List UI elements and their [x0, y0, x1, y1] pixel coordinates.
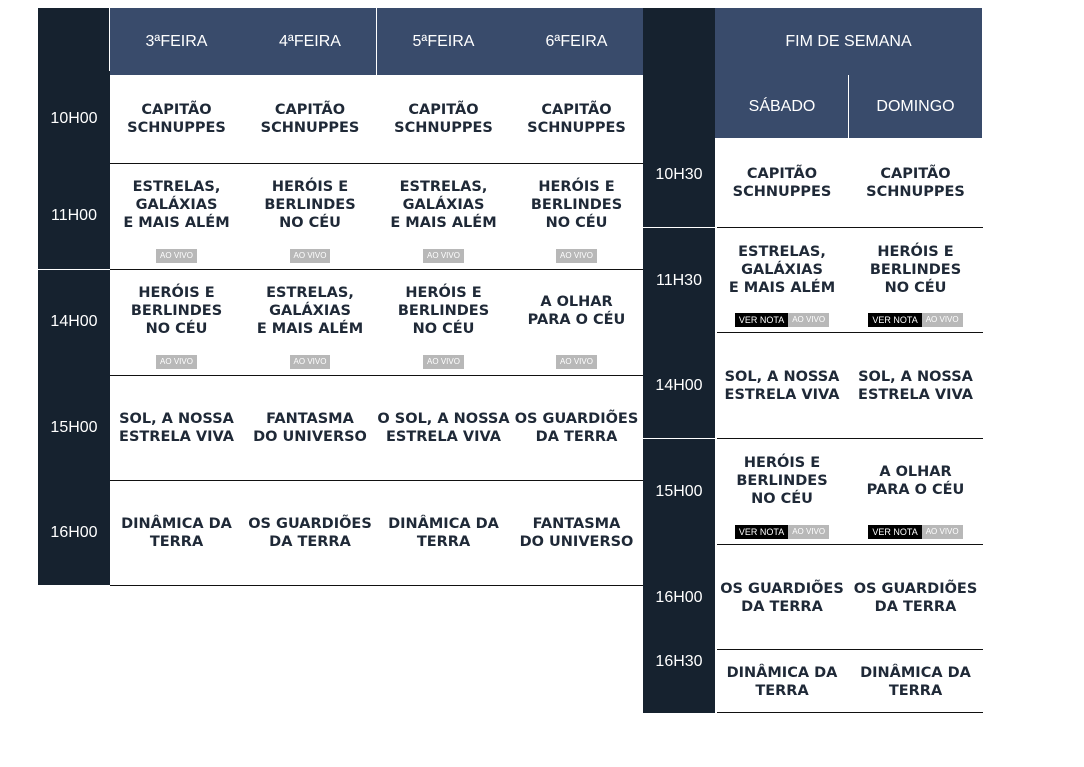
badge-group [510, 249, 643, 263]
program-title-line: BERLINDES [869, 261, 962, 278]
program-title [866, 165, 965, 201]
program-title [123, 178, 229, 232]
program-title-line: TERRA [755, 682, 809, 699]
program-title-line: PARA O CÉU [866, 482, 965, 498]
program-title [729, 243, 835, 297]
ao-vivo-badge[interactable]: AO VIVO [290, 249, 331, 263]
program-title-line: ESTRELA VIVA [724, 387, 840, 403]
program-title [398, 284, 489, 338]
program-cell[interactable] [110, 269, 243, 375]
program-title-line: SOL, A NOSSA [858, 369, 973, 385]
program-title-line: SCHNUPPES [394, 120, 493, 136]
program-title-line: OS GUARDIÕES [514, 410, 639, 427]
program-title-line: HERÓIS E [271, 179, 349, 195]
time-label: 10H00 [50, 110, 98, 127]
program-cell[interactable] [377, 75, 510, 163]
program-title-line: ESTRELA VIVA [858, 387, 973, 403]
program-title [253, 410, 367, 446]
program-cell[interactable] [510, 269, 643, 375]
program-title-line: DINÂMICA DA [860, 664, 971, 681]
time-label: 14H00 [50, 313, 98, 330]
program-title [377, 410, 509, 446]
program-title-line: HERÓIS E [743, 455, 821, 471]
program-title [131, 284, 222, 338]
program-cell[interactable] [377, 163, 510, 269]
program-title-line: DA TERRA [741, 598, 823, 615]
program-title-line: OS GUARDIÕES [248, 515, 372, 532]
program-cell[interactable] [849, 138, 982, 228]
program-title-line: HERÓIS E [877, 243, 954, 260]
badge-group [377, 249, 510, 263]
program-cell[interactable] [510, 375, 643, 480]
program-cell[interactable] [243, 269, 377, 375]
header-divider [848, 75, 849, 138]
program-cell[interactable] [715, 228, 849, 333]
program-cell[interactable] [715, 650, 849, 713]
ao-vivo-badge[interactable]: AO VIVO [290, 355, 331, 369]
program-title-line: CAPITÃO [746, 166, 818, 182]
program-title-line: BERLINDES [397, 303, 490, 319]
program-title-line: CAPITÃO [541, 102, 612, 118]
program-title-line: HERÓIS E [405, 285, 482, 301]
day-header: SÁBADO [715, 75, 849, 138]
program-title-line: BERLINDES [264, 197, 356, 213]
program-title-line: DO UNIVERSO [253, 428, 367, 445]
program-title-line: NO CÉU [412, 321, 475, 337]
program-title [261, 101, 360, 137]
ao-vivo-badge[interactable]: AO VIVO [788, 525, 829, 539]
header-divider [109, 8, 110, 71]
time-separator [38, 269, 110, 270]
badge-group [849, 313, 982, 327]
program-title [248, 515, 372, 551]
ao-vivo-badge[interactable]: AO VIVO [922, 525, 963, 539]
badge-group [715, 313, 849, 327]
program-title-line: DA TERRA [535, 428, 618, 445]
program-title [520, 515, 634, 551]
program-title-line: DA TERRA [874, 598, 957, 615]
program-title [127, 101, 226, 137]
program-title-line: GALÁXIAS [135, 197, 218, 213]
program-title-line: TERRA [149, 533, 204, 550]
badge-group [715, 525, 849, 539]
program-cell[interactable] [849, 545, 982, 650]
program-title [720, 580, 844, 616]
time-label: 16H30 [655, 652, 703, 670]
program-title-line: O SOL, A NOSSA [377, 410, 510, 427]
program-title-line: E MAIS ALÉM [390, 215, 497, 231]
program-title-line: NO CÉU [884, 279, 947, 296]
badge-group [110, 355, 243, 369]
time-label: 10H30 [655, 165, 703, 183]
program-title-line: BERLINDES [530, 197, 623, 213]
program-title [531, 178, 622, 232]
program-title [394, 101, 493, 137]
program-cell[interactable] [110, 163, 243, 269]
program-title [390, 178, 496, 232]
program-title-line: ESTRELAS, [266, 285, 354, 301]
program-title-line: DINÂMICA DA [121, 515, 232, 532]
ao-vivo-badge[interactable]: AO VIVO [922, 313, 963, 327]
time-label: 11H30 [656, 271, 702, 289]
program-title [858, 368, 973, 404]
program-title-line: FANTASMA [266, 410, 354, 427]
time-label: 11H00 [51, 207, 97, 224]
program-title-line: SOL, A NOSSA [119, 410, 234, 427]
badge-group [243, 249, 377, 263]
program-title [528, 293, 626, 329]
program-cell[interactable] [243, 163, 377, 269]
day-header: 3ªFEIRA [110, 8, 243, 75]
time-label: 15H00 [655, 483, 703, 500]
program-title-line: NO CÉU [279, 215, 341, 231]
program-title-line: DINÂMICA DA [726, 664, 838, 681]
program-title [121, 515, 232, 551]
program-title [725, 368, 840, 404]
program-title-line: GALÁXIAS [741, 261, 823, 278]
program-title [119, 410, 234, 446]
program-title-line: ESTRELAS, [132, 179, 221, 195]
program-title-line: NO CÉU [751, 491, 813, 507]
ao-vivo-badge[interactable]: AO VIVO [556, 355, 597, 369]
time-separator [643, 227, 715, 228]
program-title [860, 664, 971, 700]
time-label: 16H00 [655, 588, 703, 606]
program-title [854, 580, 978, 616]
program-cell[interactable] [510, 480, 643, 585]
program-title-line: HERÓIS E [538, 179, 615, 195]
ao-vivo-badge[interactable]: AO VIVO [788, 313, 829, 327]
program-title-line: GALÁXIAS [269, 303, 351, 319]
time-label: 16H00 [50, 523, 98, 541]
program-cell[interactable] [110, 480, 243, 585]
program-cell[interactable] [377, 375, 510, 480]
badge-group [110, 249, 243, 263]
day-header: 4ªFEIRA [243, 8, 377, 75]
program-cell[interactable] [243, 480, 377, 585]
ao-vivo-badge[interactable]: AO VIVO [156, 249, 197, 263]
program-title [733, 165, 832, 201]
program-cell[interactable] [715, 138, 849, 228]
program-title-line: DO UNIVERSO [519, 533, 634, 550]
program-title-line: DA TERRA [269, 533, 351, 550]
ao-vivo-badge[interactable]: AO VIVO [423, 249, 464, 263]
badge-group [243, 355, 377, 369]
program-title-line: CAPITÃO [408, 102, 479, 118]
program-cell[interactable] [849, 439, 982, 545]
program-title-line: SCHNUPPES [127, 120, 226, 136]
program-title-line: ESTRELAS, [399, 179, 488, 195]
program-cell[interactable] [849, 650, 982, 713]
ver-nota-badge[interactable]: VER NOTA [735, 313, 788, 327]
program-title-line: E MAIS ALÉM [728, 279, 836, 296]
program-title-line: HERÓIS E [138, 285, 215, 301]
program-title [388, 515, 499, 551]
ver-nota-badge[interactable]: VER NOTA [735, 525, 788, 539]
program-title [870, 243, 961, 297]
program-cell[interactable] [715, 333, 849, 439]
badge-group [849, 525, 982, 539]
program-cell[interactable] [110, 375, 243, 480]
program-title-line: OS GUARDIÕES [853, 580, 978, 597]
program-title-line: CAPITÃO [141, 102, 212, 118]
program-title [727, 664, 838, 700]
program-title-line: CAPITÃO [880, 166, 951, 182]
program-title-line: TERRA [888, 682, 943, 699]
program-title-line: ESTRELAS, [738, 243, 826, 260]
ao-vivo-badge[interactable]: AO VIVO [423, 355, 464, 369]
program-title-line: FANTASMA [532, 515, 621, 532]
program-cell[interactable] [849, 333, 982, 439]
badge-group [377, 355, 510, 369]
program-title [257, 284, 363, 338]
header-divider [376, 8, 377, 75]
program-title-line: A OLHAR [540, 294, 613, 310]
ver-nota-badge[interactable]: VER NOTA [868, 313, 921, 327]
program-title-line: SCHNUPPES [527, 120, 626, 136]
program-cell[interactable] [715, 545, 849, 650]
ao-vivo-badge[interactable]: AO VIVO [556, 249, 597, 263]
program-cell[interactable] [243, 75, 377, 163]
program-title-line: BERLINDES [130, 303, 223, 319]
program-cell[interactable] [849, 228, 982, 333]
program-cell[interactable] [377, 480, 510, 585]
day-header: 5ªFEIRA [377, 8, 510, 75]
ver-nota-badge[interactable]: VER NOTA [868, 525, 921, 539]
program-title-line: E MAIS ALÉM [256, 321, 364, 337]
day-header: 6ªFEIRA [510, 8, 643, 75]
program-cell[interactable] [243, 375, 377, 480]
program-cell[interactable] [510, 163, 643, 269]
program-title-line: CAPITÃO [274, 102, 346, 118]
time-separator [643, 438, 715, 439]
program-cell[interactable] [715, 439, 849, 545]
program-title-line: ESTRELA VIVA [386, 428, 501, 445]
program-title-line: NO CÉU [545, 215, 608, 231]
program-title [527, 101, 626, 137]
program-title-line: DINÂMICA DA [388, 515, 499, 532]
program-title-line: SOL, A NOSSA [724, 369, 840, 385]
badge-group [510, 355, 643, 369]
program-title-line: A OLHAR [879, 464, 952, 480]
program-title-line: SCHNUPPES [732, 184, 832, 200]
time-label: 15H00 [50, 418, 98, 436]
program-title-line: NO CÉU [145, 321, 208, 337]
program-cell[interactable] [510, 75, 643, 163]
program-title-line: SCHNUPPES [866, 184, 965, 200]
program-title [736, 454, 827, 508]
program-title [264, 178, 355, 232]
program-title-line: BERLINDES [736, 473, 828, 489]
program-title-line: OS GUARDIÕES [720, 580, 844, 597]
weekend-header: FIM DE SEMANA [715, 8, 982, 75]
row-divider [110, 585, 643, 586]
program-title-line: GALÁXIAS [402, 197, 485, 213]
program-title [867, 463, 965, 499]
time-label: 14H00 [655, 377, 703, 394]
program-cell[interactable] [110, 75, 243, 163]
program-title-line: SCHNUPPES [260, 120, 360, 136]
row-divider [717, 712, 983, 713]
day-header: DOMINGO [849, 75, 982, 138]
program-title [515, 410, 639, 446]
program-title-line: ESTRELA VIVA [119, 428, 234, 445]
program-title-line: TERRA [416, 533, 471, 550]
ao-vivo-badge[interactable]: AO VIVO [156, 355, 197, 369]
program-cell[interactable] [377, 269, 510, 375]
program-title-line: E MAIS ALÉM [123, 215, 230, 231]
program-title-line: PARA O CÉU [527, 312, 626, 328]
